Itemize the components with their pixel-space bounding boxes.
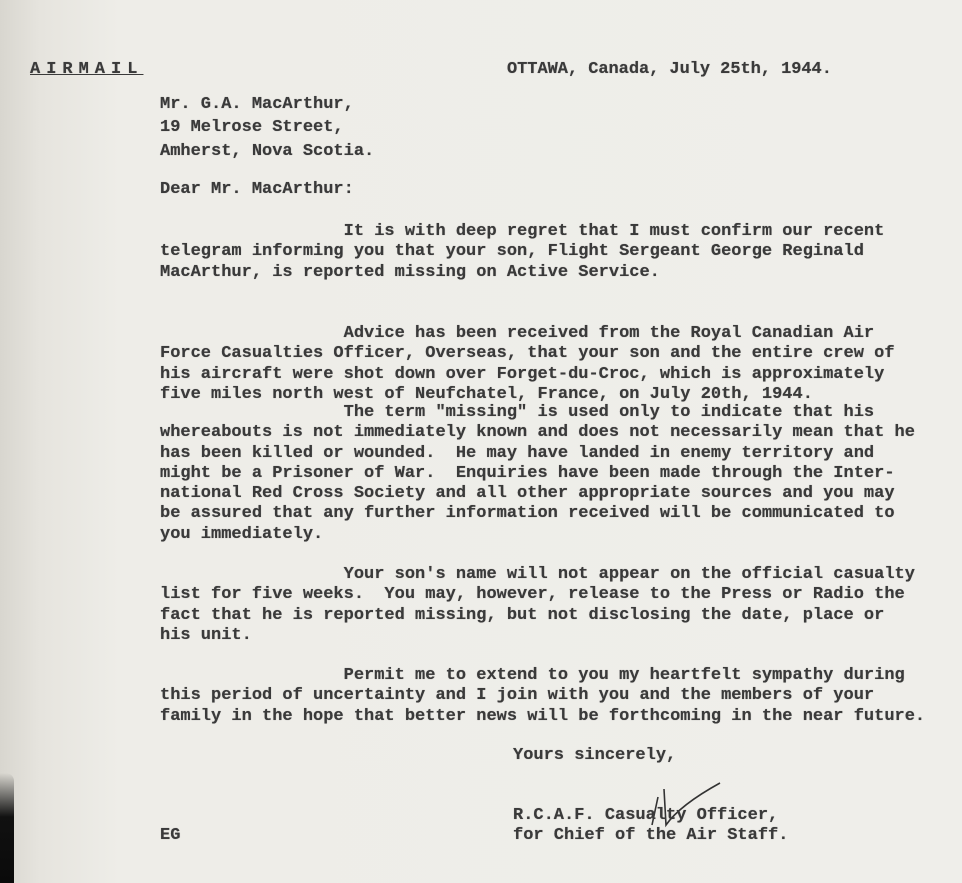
text-line: his unit. (160, 625, 252, 645)
text-line: family in the hope that better news will be forthcoming in the near future. (160, 706, 926, 726)
closing: Yours sincerely, (513, 746, 677, 765)
signature-block (513, 806, 788, 847)
paragraph-1 (160, 222, 884, 283)
text-line: Permit me to extend to you my heartfelt sympathy during (160, 666, 905, 685)
text-line: Force Casualties Officer, Overseas, that your son and the entire crew of (160, 344, 895, 364)
salutation: Dear Mr. MacArthur: (160, 180, 354, 199)
typist-initials: EG (160, 826, 181, 845)
text-line: you immediately. (160, 524, 324, 544)
paragraph-5 (160, 666, 925, 727)
text-line: be assured that any further information received will be communicated to (160, 504, 895, 524)
text-line: list for five weeks. You may, however, release to the Press or Radio the (160, 585, 905, 605)
text-line: Advice has been received from the Royal Canadian Air (160, 324, 875, 343)
signature-line: for Chief of the Air Staff. (513, 826, 789, 846)
paragraph-4 (160, 565, 915, 646)
text-line: national Red Cross Society and all other appropriate sources and you may (160, 484, 895, 504)
address-line: 19 Melrose Street, (160, 118, 344, 138)
text-line: whereabouts is not immediately known and does not necessarily mean that he (160, 423, 915, 443)
address-line: Amherst, Nova Scotia. (160, 141, 375, 161)
text-line: It is with deep regret that I must confirm our recent (160, 222, 885, 241)
text-line: Your son's name will not appear on the official casualty (160, 565, 915, 584)
text-line: fact that he is reported missing, but not disclosing the date, place or (160, 605, 885, 625)
text-line: has been killed or wounded. He may have landed in enemy territory and (160, 443, 875, 463)
paragraph-2 (160, 324, 895, 405)
address-line: Mr. G.A. MacArthur, (160, 95, 354, 114)
text-line: this period of uncertainty and I join with you and the members of your (160, 686, 875, 706)
recipient-address (160, 95, 374, 162)
signature-line: R.C.A.F. Casualty Officer, (513, 806, 779, 825)
paragraph-3 (160, 403, 915, 545)
text-line: The term "missing" is used only to indicate that his (160, 403, 875, 422)
text-line: MacArthur, is reported missing on Active Service. (160, 262, 660, 282)
text-line: five miles north west of Neufchatel, France, on July 20th, 1944. (160, 384, 813, 404)
paper-edge-stain (0, 773, 14, 883)
text-line: telegram informing you that your son, Flight Sergeant George Reginald (160, 242, 864, 262)
airmail-label: AIRMAIL (30, 60, 144, 79)
dateline: OTTAWA, Canada, July 25th, 1944. (507, 60, 832, 79)
text-line: might be a Prisoner of War. Enquiries have been made through the Inter- (160, 463, 895, 483)
text-line: his aircraft were shot down over Forget-du-Croc, which is approximately (160, 364, 885, 384)
